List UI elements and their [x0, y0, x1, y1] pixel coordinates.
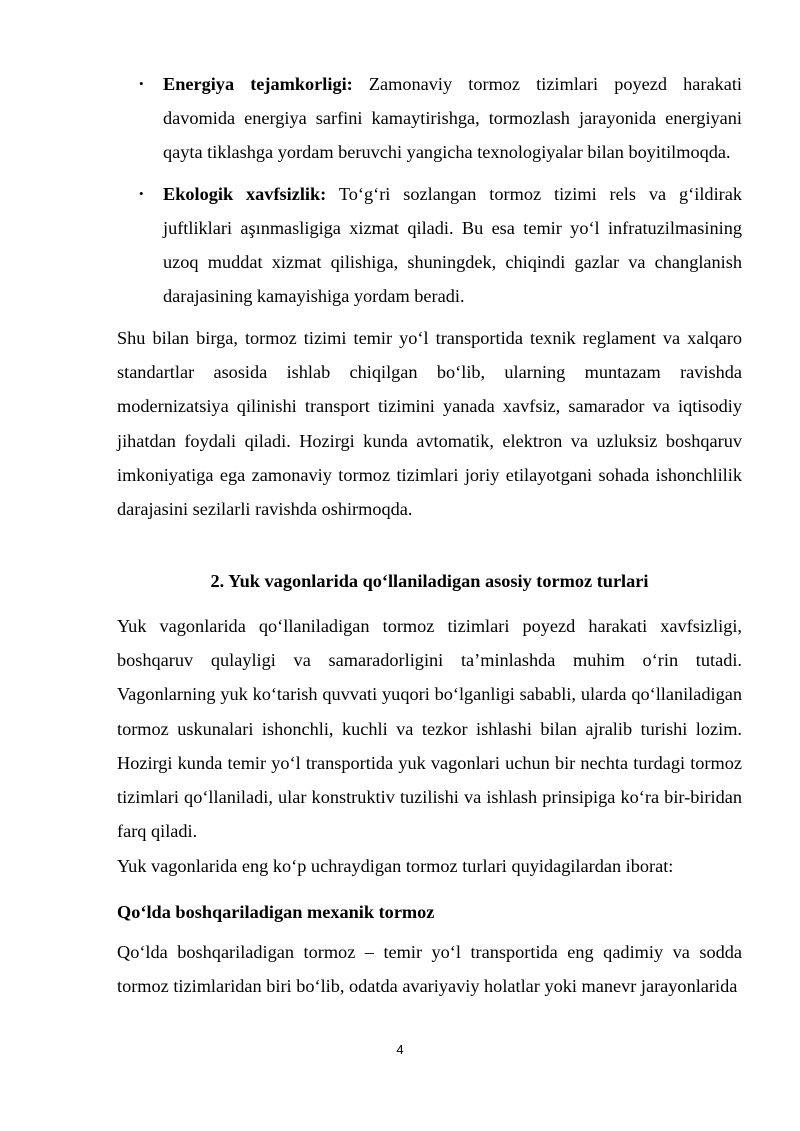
bullet-text: Zamonaviy tormoz tizimlari poyezd harakati davomida energiya sarfini kamaytirishga, tormozlash jarayonida energiyani qayta tiklashga yordam beruvchi yangicha texnologiyalar bilan boyitilmoqda. — [163, 74, 742, 163]
paragraph-1: Shu bilan birga, tormoz tizimi temir yo‘l transportida texnik reglament va xalqaro standartlar asosida ishlab chiqilgan bo‘lib, ularning muntazam ravishda modernizatsiya qilinishi transport tizimini yanada xavfsiz, samarador va iqtisodiy jihatdan foydali qiladi. Hozirgi kunda avtomatik, elektron va uzluksiz boshqaruv imkoniyatiga ega zamonaviy tormoz tizimlari joriy etilayotgani sohada ishonchlilik darajasini sezilarli ravishda oshirmoqda. — [117, 328, 742, 520]
bullet-term: Ekologik xavfsizlik: — [163, 183, 327, 204]
page-number: 4 — [396, 1042, 404, 1057]
bullet-icon: • — [139, 76, 144, 91]
paragraph-2: Yuk vagonlarida qo‘llaniladigan tormoz tizimlari poyezd harakati xavfsizligi, boshqaruv qulayligi va samaradorligini ta’minlashda muhim o‘rin tutadi. Vagonlarning yuk ko‘tarish quvvati yuqori bo‘lganligi sababli, ularda qo‘llaniladigan tormoz uskunalari ishonchli, kuchli va tezkor ishlashi bilan ajralib turishi lozim. Hozirgi kunda temir yo‘l transportida yuk vagonlari uchun bir nechta turdagi tormoz tizimlari qo‘llaniladi, ular konstruktiv tuzilishi va ishlash prinsipiga ko‘ra bir-biridan farq qiladi. — [117, 616, 742, 842]
bullet-item-ecology — [139, 177, 742, 314]
bullet-term: Energiya tejamkorligi: — [163, 74, 353, 94]
bullet-item-energy — [139, 67, 742, 170]
bullet-text: To‘g‘ri sozlangan tormoz tizimi rels va g‘ildirak juftliklari aşınmasligiga xizmat qiladi. Bu esa temir yo‘l infratuzilmasining uzoq muddat xizmat qilishiga, shuningdek, chiqindi gazlar va changlanish darajasining kamayishiga yordam beradi. — [163, 183, 742, 307]
bullet-icon: • — [139, 185, 144, 201]
section-heading: 2. Yuk vagonlarida qo‘llaniladigan asosiy tormoz turlari — [210, 571, 649, 591]
paragraph-4: Qo‘lda boshqariladigan tormoz – temir yo‘l transportida eng qadimiy va sodda tormoz tizimlaridan biri bo‘lib, odatda avariyaviy holatlar yoki manevr jarayonlarida — [117, 942, 742, 997]
bullet-list — [139, 67, 742, 320]
subheading: Qo‘lda boshqariladigan mexanik tormoz — [117, 902, 435, 922]
paragraph-3: Yuk vagonlarida eng ko‘p uchraydigan tormoz turlari quyidagilardan iborat: — [117, 856, 674, 876]
